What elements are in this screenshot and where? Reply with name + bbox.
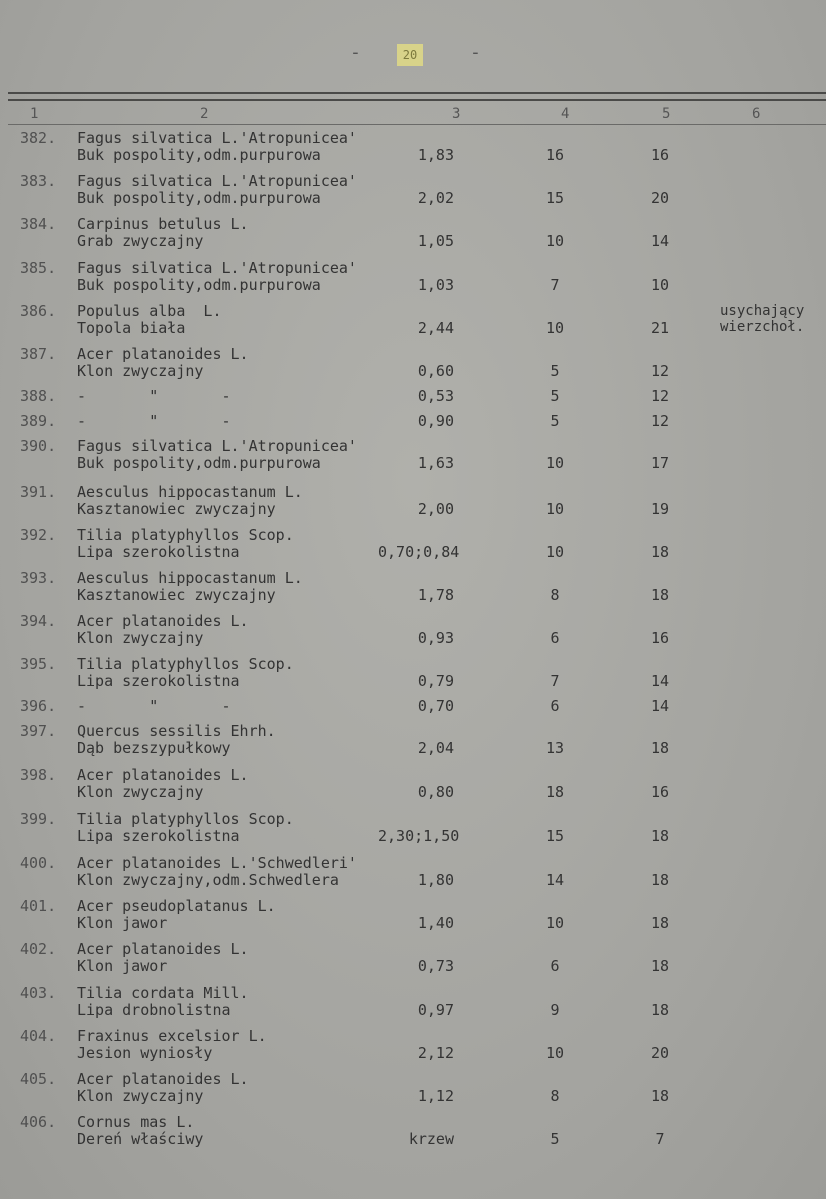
column-4-value: 7 (550, 276, 560, 294)
row-number: 399. (20, 810, 57, 828)
column-5-value: 19 (650, 500, 670, 518)
species-common-name: Klon zwyczajny,odm.Schwedlera (77, 871, 339, 889)
row-number: 395. (20, 655, 57, 673)
species-common-name: Lipa szerokolistna (77, 672, 240, 690)
column-4-value: 10 (545, 319, 565, 337)
species-latin-name: Carpinus betulus L. (77, 215, 249, 233)
row-number: 398. (20, 766, 57, 784)
row-number: 390. (20, 437, 57, 455)
row-number: 386. (20, 302, 57, 320)
column-header-1: 1 (30, 106, 39, 122)
page-header (0, 42, 826, 72)
species-common-name: Lipa szerokolistna (77, 543, 240, 561)
column-5-value: 17 (650, 454, 670, 472)
row-number: 397. (20, 722, 57, 740)
species-common-name: Kasztanowiec zwyczajny (77, 500, 276, 518)
row-number: 403. (20, 984, 57, 1002)
trunk-circumference: 0,93 (417, 629, 454, 647)
row-number: 401. (20, 897, 57, 915)
species-latin-name: Fagus silvatica L.'Atropunicea' (77, 172, 357, 190)
column-4-value: 6 (550, 629, 560, 647)
species-common-name: Dereń właściwy (77, 1130, 204, 1148)
species-common-name: Klon zwyczajny (77, 629, 204, 647)
species-latin-name: Fagus silvatica L.'Atropunicea' (77, 259, 357, 277)
table-top-rule-2 (8, 99, 826, 101)
species-common-name: Lipa szerokolistna (77, 827, 240, 845)
row-number: 392. (20, 526, 57, 544)
column-5-value: 18 (650, 957, 670, 975)
species-latin-name: Acer platanoides L. (77, 1070, 249, 1088)
column-4-value: 8 (550, 586, 560, 604)
column-4-value: 10 (545, 232, 565, 250)
column-5-value: 21 (650, 319, 670, 337)
column-5-value: 18 (650, 914, 670, 932)
species-latin-name: Acer pseudoplatanus L. (77, 897, 276, 915)
trunk-circumference: 0,60 (417, 362, 454, 380)
species-latin-name: Tilia platyphyllos Scop. (77, 655, 294, 673)
species-common-name: Buk pospolity,odm.purpurowa (77, 276, 321, 294)
row-number: 393. (20, 569, 57, 587)
column-4-value: 10 (545, 914, 565, 932)
row-number: 400. (20, 854, 57, 872)
trunk-circumference: 2,02 (417, 189, 454, 207)
row-number: 388. (20, 387, 57, 405)
species-common-name: Buk pospolity,odm.purpurowa (77, 146, 321, 164)
trunk-circumference: 2,44 (417, 319, 454, 337)
remarks: usychający wierzchoł. (720, 303, 805, 335)
column-5-value: 18 (650, 543, 670, 561)
species-latin-name: Tilia platyphyllos Scop. (77, 810, 294, 828)
header-dash-left: - (350, 42, 361, 63)
column-5-value: 20 (650, 1044, 670, 1062)
species-common-name: Lipa drobnolistna (77, 1001, 231, 1019)
column-5-value: 18 (650, 586, 670, 604)
column-5-value: 20 (650, 189, 670, 207)
species-latin-name: Acer platanoides L. (77, 940, 249, 958)
trunk-circumference: krzew (408, 1130, 454, 1148)
species-latin-name: Cornus mas L. (77, 1113, 195, 1131)
species-common-name: Topola biała (77, 319, 186, 337)
column-5-value: 16 (650, 146, 670, 164)
row-number: 405. (20, 1070, 57, 1088)
trunk-circumference: 0,90 (417, 412, 454, 430)
column-5-value: 16 (650, 629, 670, 647)
trunk-circumference: 0,80 (417, 783, 454, 801)
species-latin-name: - " - (77, 387, 231, 405)
row-number: 389. (20, 412, 57, 430)
species-latin-name: - " - (77, 697, 231, 715)
column-4-value: 9 (550, 1001, 560, 1019)
column-5-value: 18 (650, 827, 670, 845)
trunk-circumference: 1,80 (417, 871, 454, 889)
column-5-value: 18 (650, 1087, 670, 1105)
species-common-name: Jesion wyniosły (77, 1044, 213, 1062)
column-5-value: 12 (650, 412, 670, 430)
row-number: 382. (20, 129, 57, 147)
species-common-name: Klon zwyczajny (77, 1087, 204, 1105)
row-number: 384. (20, 215, 57, 233)
trunk-circumference: 1,40 (417, 914, 454, 932)
column-4-value: 18 (545, 783, 565, 801)
row-number: 396. (20, 697, 57, 715)
column-5-value: 14 (650, 672, 670, 690)
trunk-circumference: 2,30;1,50 (378, 827, 460, 845)
page-number: 20 (397, 44, 423, 66)
trunk-circumference: 1,12 (417, 1087, 454, 1105)
row-number: 404. (20, 1027, 57, 1045)
column-5-value: 18 (650, 739, 670, 757)
species-common-name: Klon jawor (77, 914, 168, 932)
column-4-value: 5 (550, 387, 560, 405)
species-latin-name: - " - (77, 412, 231, 430)
species-latin-name: Fraxinus excelsior L. (77, 1027, 267, 1045)
column-header-4: 4 (561, 106, 570, 122)
column-4-value: 5 (550, 362, 560, 380)
column-4-value: 10 (545, 1044, 565, 1062)
column-5-value: 16 (650, 783, 670, 801)
column-4-value: 5 (550, 412, 560, 430)
column-5-value: 12 (650, 362, 670, 380)
column-4-value: 15 (545, 189, 565, 207)
row-number: 391. (20, 483, 57, 501)
trunk-circumference: 0,73 (417, 957, 454, 975)
species-common-name: Buk pospolity,odm.purpurowa (77, 189, 321, 207)
trunk-circumference: 1,78 (417, 586, 454, 604)
species-latin-name: Tilia platyphyllos Scop. (77, 526, 294, 544)
species-latin-name: Acer platanoides L.'Schwedleri' (77, 854, 357, 872)
column-header-2: 2 (200, 106, 209, 122)
species-latin-name: Acer platanoides L. (77, 766, 249, 784)
species-latin-name: Fagus silvatica L.'Atropunicea' (77, 437, 357, 455)
species-latin-name: Acer platanoides L. (77, 345, 249, 363)
trunk-circumference: 2,04 (417, 739, 454, 757)
species-common-name: Klon jawor (77, 957, 168, 975)
species-latin-name: Tilia cordata Mill. (77, 984, 249, 1002)
species-latin-name: Aesculus hippocastanum L. (77, 569, 303, 587)
species-latin-name: Quercus sessilis Ehrh. (77, 722, 276, 740)
row-number: 394. (20, 612, 57, 630)
species-common-name: Klon zwyczajny (77, 783, 204, 801)
column-4-value: 6 (550, 697, 560, 715)
row-number: 383. (20, 172, 57, 190)
row-number: 387. (20, 345, 57, 363)
column-header-3: 3 (452, 106, 461, 122)
species-common-name: Klon zwyczajny (77, 362, 204, 380)
trunk-circumference: 0,53 (417, 387, 454, 405)
trunk-circumference: 1,83 (417, 146, 454, 164)
row-number: 406. (20, 1113, 57, 1131)
column-4-value: 14 (545, 871, 565, 889)
column-4-value: 10 (545, 500, 565, 518)
species-latin-name: Aesculus hippocastanum L. (77, 483, 303, 501)
column-5-value: 10 (650, 276, 670, 294)
species-common-name: Buk pospolity,odm.purpurowa (77, 454, 321, 472)
column-4-value: 6 (550, 957, 560, 975)
table-top-rule (8, 92, 826, 94)
column-4-value: 10 (545, 543, 565, 561)
trunk-circumference: 0,79 (417, 672, 454, 690)
trunk-circumference: 0,97 (417, 1001, 454, 1019)
column-4-value: 16 (545, 146, 565, 164)
row-number: 385. (20, 259, 57, 277)
column-4-value: 15 (545, 827, 565, 845)
trunk-circumference: 2,00 (417, 500, 454, 518)
column-header-5: 5 (662, 106, 671, 122)
column-5-value: 7 (655, 1130, 665, 1148)
species-latin-name: Fagus silvatica L.'Atropunicea' (77, 129, 357, 147)
trunk-circumference: 1,63 (417, 454, 454, 472)
column-5-value: 18 (650, 871, 670, 889)
species-common-name: Kasztanowiec zwyczajny (77, 586, 276, 604)
species-latin-name: Acer platanoides L. (77, 612, 249, 630)
trunk-circumference: 1,05 (417, 232, 454, 250)
species-common-name: Dąb bezszypułkowy (77, 739, 231, 757)
column-5-value: 14 (650, 697, 670, 715)
column-4-value: 10 (545, 454, 565, 472)
column-4-value: 13 (545, 739, 565, 757)
column-4-value: 7 (550, 672, 560, 690)
trunk-circumference: 1,03 (417, 276, 454, 294)
column-header-6: 6 (752, 106, 761, 122)
trunk-circumference: 2,12 (417, 1044, 454, 1062)
column-5-value: 18 (650, 1001, 670, 1019)
trunk-circumference: 0,70;0,84 (378, 543, 460, 561)
header-dash-right: - (470, 42, 481, 63)
row-number: 402. (20, 940, 57, 958)
species-latin-name: Populus alba L. (77, 302, 222, 320)
column-4-value: 5 (550, 1130, 560, 1148)
column-5-value: 14 (650, 232, 670, 250)
trunk-circumference: 0,70 (417, 697, 454, 715)
species-common-name: Grab zwyczajny (77, 232, 204, 250)
column-5-value: 12 (650, 387, 670, 405)
header-bottom-rule (8, 124, 826, 125)
column-4-value: 8 (550, 1087, 560, 1105)
